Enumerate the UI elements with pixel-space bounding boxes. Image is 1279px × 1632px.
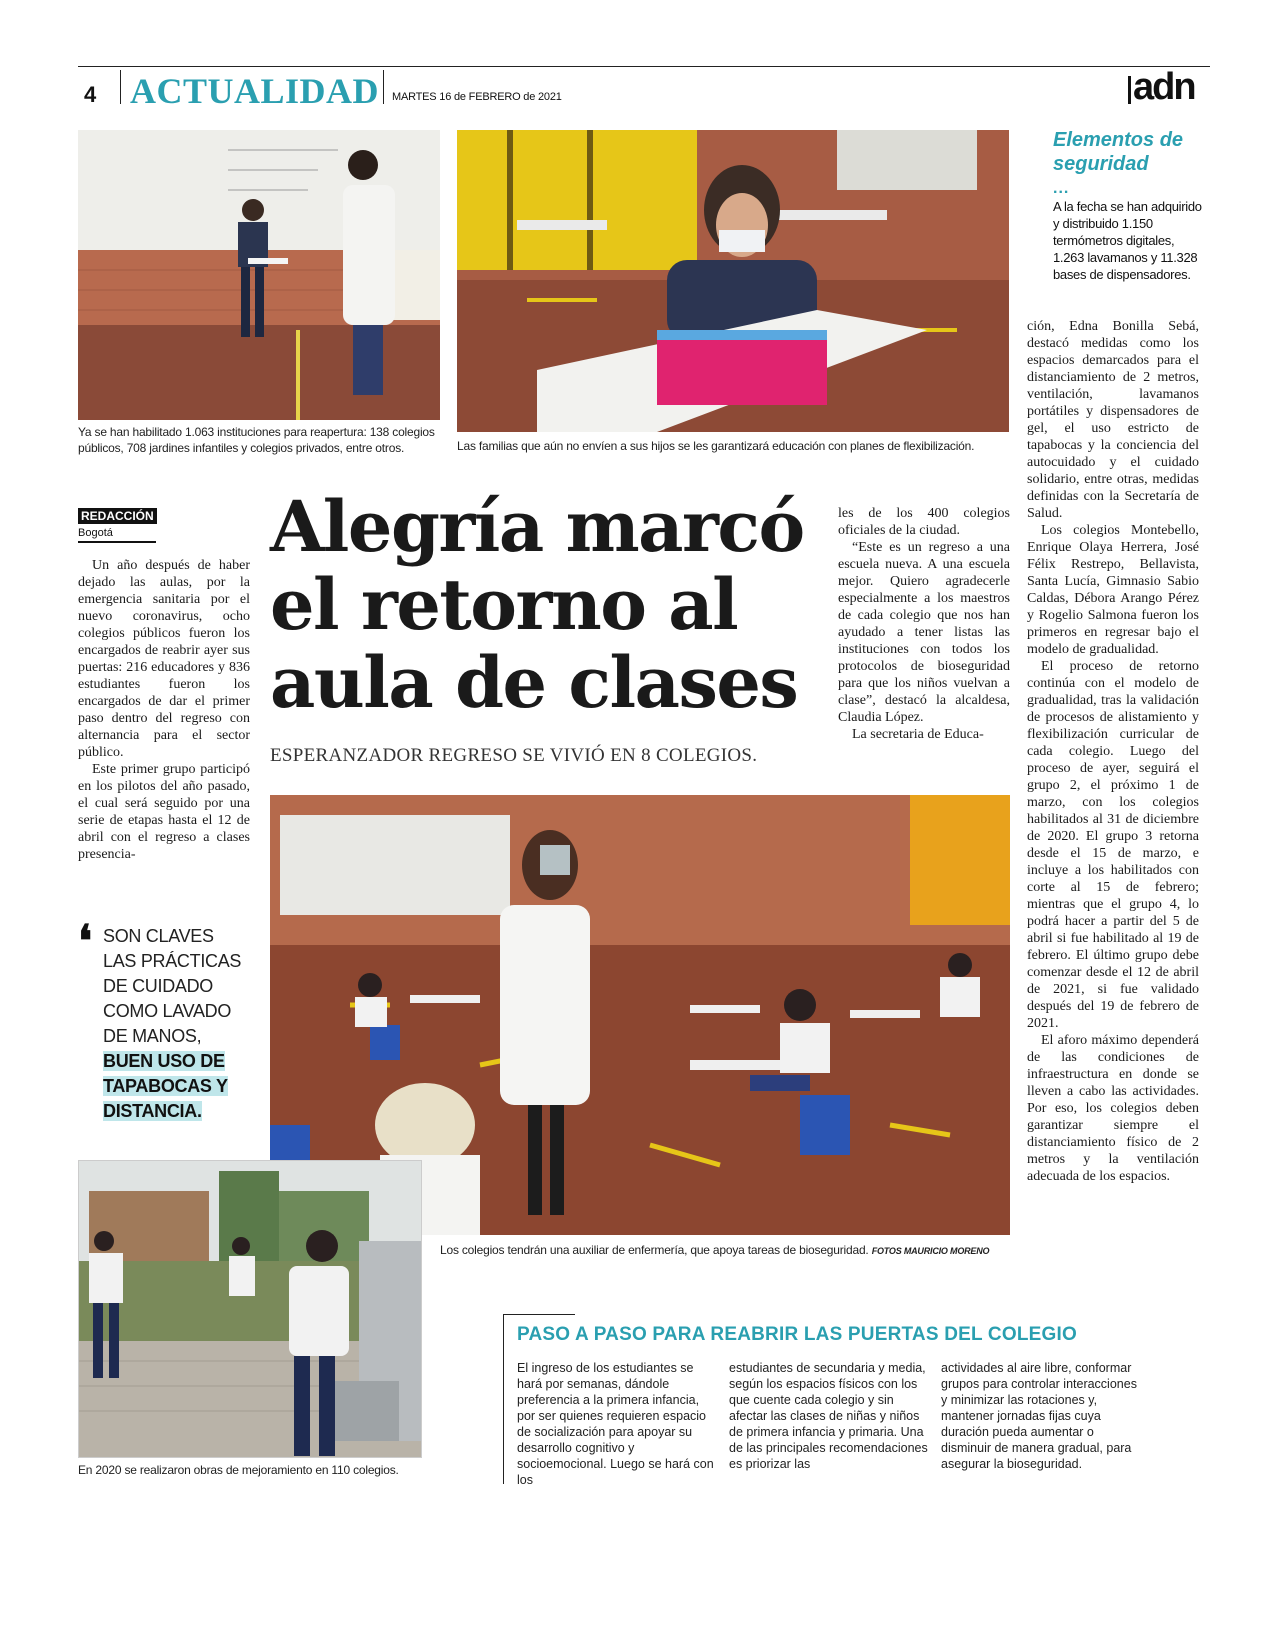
paragraph: Este primer grupo participó en los pilotos del año pasado, el cual será seguido por una serie de etapas hasta el 12 de abril con el regreso a clases presencia- (78, 762, 250, 862)
box-title: PASO A PASO PARA REABRIR LAS PUERTAS DEL COLEGIO (517, 1324, 1077, 1345)
byline-city: Bogotá (78, 527, 156, 543)
box-border (503, 1314, 504, 1484)
header-divider (120, 70, 121, 104)
photo-girl-desk (457, 130, 1009, 432)
box-column-1: El ingreso de los estudiantes se hará por semanas, dándole preferencia a la primera infancia, por ser quienes requieren espacio de socialización para apoyar su desarrollo cognitivo y socioemocional. Luego se hará con los (517, 1361, 714, 1487)
paragraph: El aforo máximo dependerá de las condiciones de infraestructura en donde se lleven a cabo las actividades. Por eso, los colegios deben garantizar siempre el distanciamiento físico de 2 metros y la ventilación adecuada de los espacios. (1027, 1033, 1199, 1184)
quote-mark-icon: ❛ (78, 916, 93, 967)
paragraph: Los colegios Montebello, Enrique Olaya Herrera, José Félix Restrepo, Bellavista, Santa Lucía, Gimnasio Sabio Caldas, Débora Arango Pérez y Rogelio Salmona fueron los primeros en regresar bajo el modelo de gradualidad. (1027, 523, 1199, 657)
caption-teacher-student: Ya se han habilitado 1.063 instituciones para reapertura: 138 colegios públicos, 708 jardines infantiles y colegios privados, entre otros. (78, 425, 435, 455)
paragraph: ción, Edna Bonilla Sebá, destacó medidas como los espacios demarcados para el distanciamiento de 2 metros, ventilación, lavamanos portátiles y dispensadores de gel, el uso estricto de tapabocas y la conciencia del autocuidado y el cuidado solidario, entre otras, medidas definidas con la Secretaría de Salud. (1027, 319, 1199, 521)
sidebar-title: Elementos de seguridad (1053, 129, 1184, 175)
paragraph: Un año después de haber dejado las aulas, por la emergencia sanitaria por el nuevo coronavirus, ocho colegios públicos fueron los encargados de reabrir ayer sus puertas: 216 educadores y 836 estudiantes fueron los encargados de dar el primer paso dentro del regreso con alternancia para el sector público. (78, 558, 250, 760)
adn-logo: adn (1133, 66, 1195, 108)
caption-girl-desk: Las familias que aún no envíen a sus hijos se les garantizará educación con planes de flexibilización. (457, 439, 975, 453)
quote-text: SON CLAVES LAS PRÁCTICAS DE CUIDADO COMO LAVADO DE MANOS, (103, 926, 242, 1046)
box-column-3: actividades al aire libre, conformar grupos para controlar interacciones y minimizar las rotaciones y, mantener jornadas fijas cuya duración pueda aumentar o disminuir de manera gradual, para asegurar la bioseguridad. (941, 1361, 1137, 1471)
article-column-3 (1027, 318, 1199, 1185)
paragraph: El proceso de retorno continúa con el modelo de gradualidad, tras la validación de procesos de alistamiento y flexibilización curricular de cada colegio. Luego del proceso de ayer, seguirá el grupo 2, el próximo 1 de marzo, con los colegios habilitados al 31 de diciembre de 2020. El grupo 3 retorna desde el 15 de marzo, e incluye a los habilitados con corte al 15 de febrero; mientras que el grupo 4, lo podrá hacer a partir del 5 de abril si fue habilitado al 19 de febrero. El último grupo debe comenzar desde el 12 de abril de 2021, si fue validado después del 19 de febrero de 2021. (1027, 659, 1199, 1031)
subhead: ESPERANZADOR REGRESO SE VIVIÓ EN 8 COLEGIOS. (270, 745, 758, 766)
article-column-2 (838, 505, 1010, 743)
box-border (503, 1314, 575, 1315)
headline: Alegría marcó el retorno al aula de clases (270, 485, 804, 724)
byline: REDACCIÓN (78, 508, 157, 524)
caption-handwash: En 2020 se realizaron obras de mejoramiento en 110 colegios. (78, 1463, 399, 1477)
quote-highlight: BUEN USO DE TAPABOCAS Y DISTANCIA. (103, 1051, 228, 1121)
logo-bar (1128, 76, 1131, 104)
article-column-1 (78, 557, 250, 863)
photo-teacher-student (78, 130, 440, 420)
paragraph: les de los 400 colegios oficiales de la ciudad. (838, 506, 1010, 538)
section-title: ACTUALIDAD (130, 71, 380, 111)
paragraph: “Este es un regreso a una escuela nueva. A una escuela mejor. Quiero agradecerle especialmente a los maestros de cada colegio que nos han ayudado a tener listas las instituciones con todos los protocolos de bioseguridad para que los niños vuelvan a clase”, destacó la alcaldesa, Claudia López. (838, 540, 1010, 725)
caption-classroom (440, 1242, 1010, 1259)
header-rule (78, 66, 1210, 67)
issue-date: MARTES 16 de FEBRERO de 2021 (392, 91, 562, 103)
sidebar-text: A la fecha se han adquirido y distribuido 1.150 termómetros digitales, 1.263 lavamanos y 11.328 bases de dispensadores. (1053, 199, 1202, 282)
page-number: 4 (84, 82, 97, 107)
box-column-2: estudiantes de secundaria y media, según los espacios físicos con los que cuente cada colegio y sin afectar las clases de niñas y niños de primera infancia y primaria. Una de las principales recomendaciones es priorizar las (729, 1361, 928, 1471)
photo-handwash (78, 1160, 422, 1458)
paragraph: La secretaria de Educa- (852, 727, 984, 742)
pull-quote (103, 924, 243, 1124)
caption-text: Los colegios tendrán una auxiliar de enfermería, que apoya tareas de bioseguridad. (440, 1243, 869, 1257)
photo-credit: FOTOS MAURICIO MORENO (871, 1246, 990, 1256)
sidebar-dots: ... (1053, 180, 1070, 197)
header-divider (383, 70, 384, 104)
